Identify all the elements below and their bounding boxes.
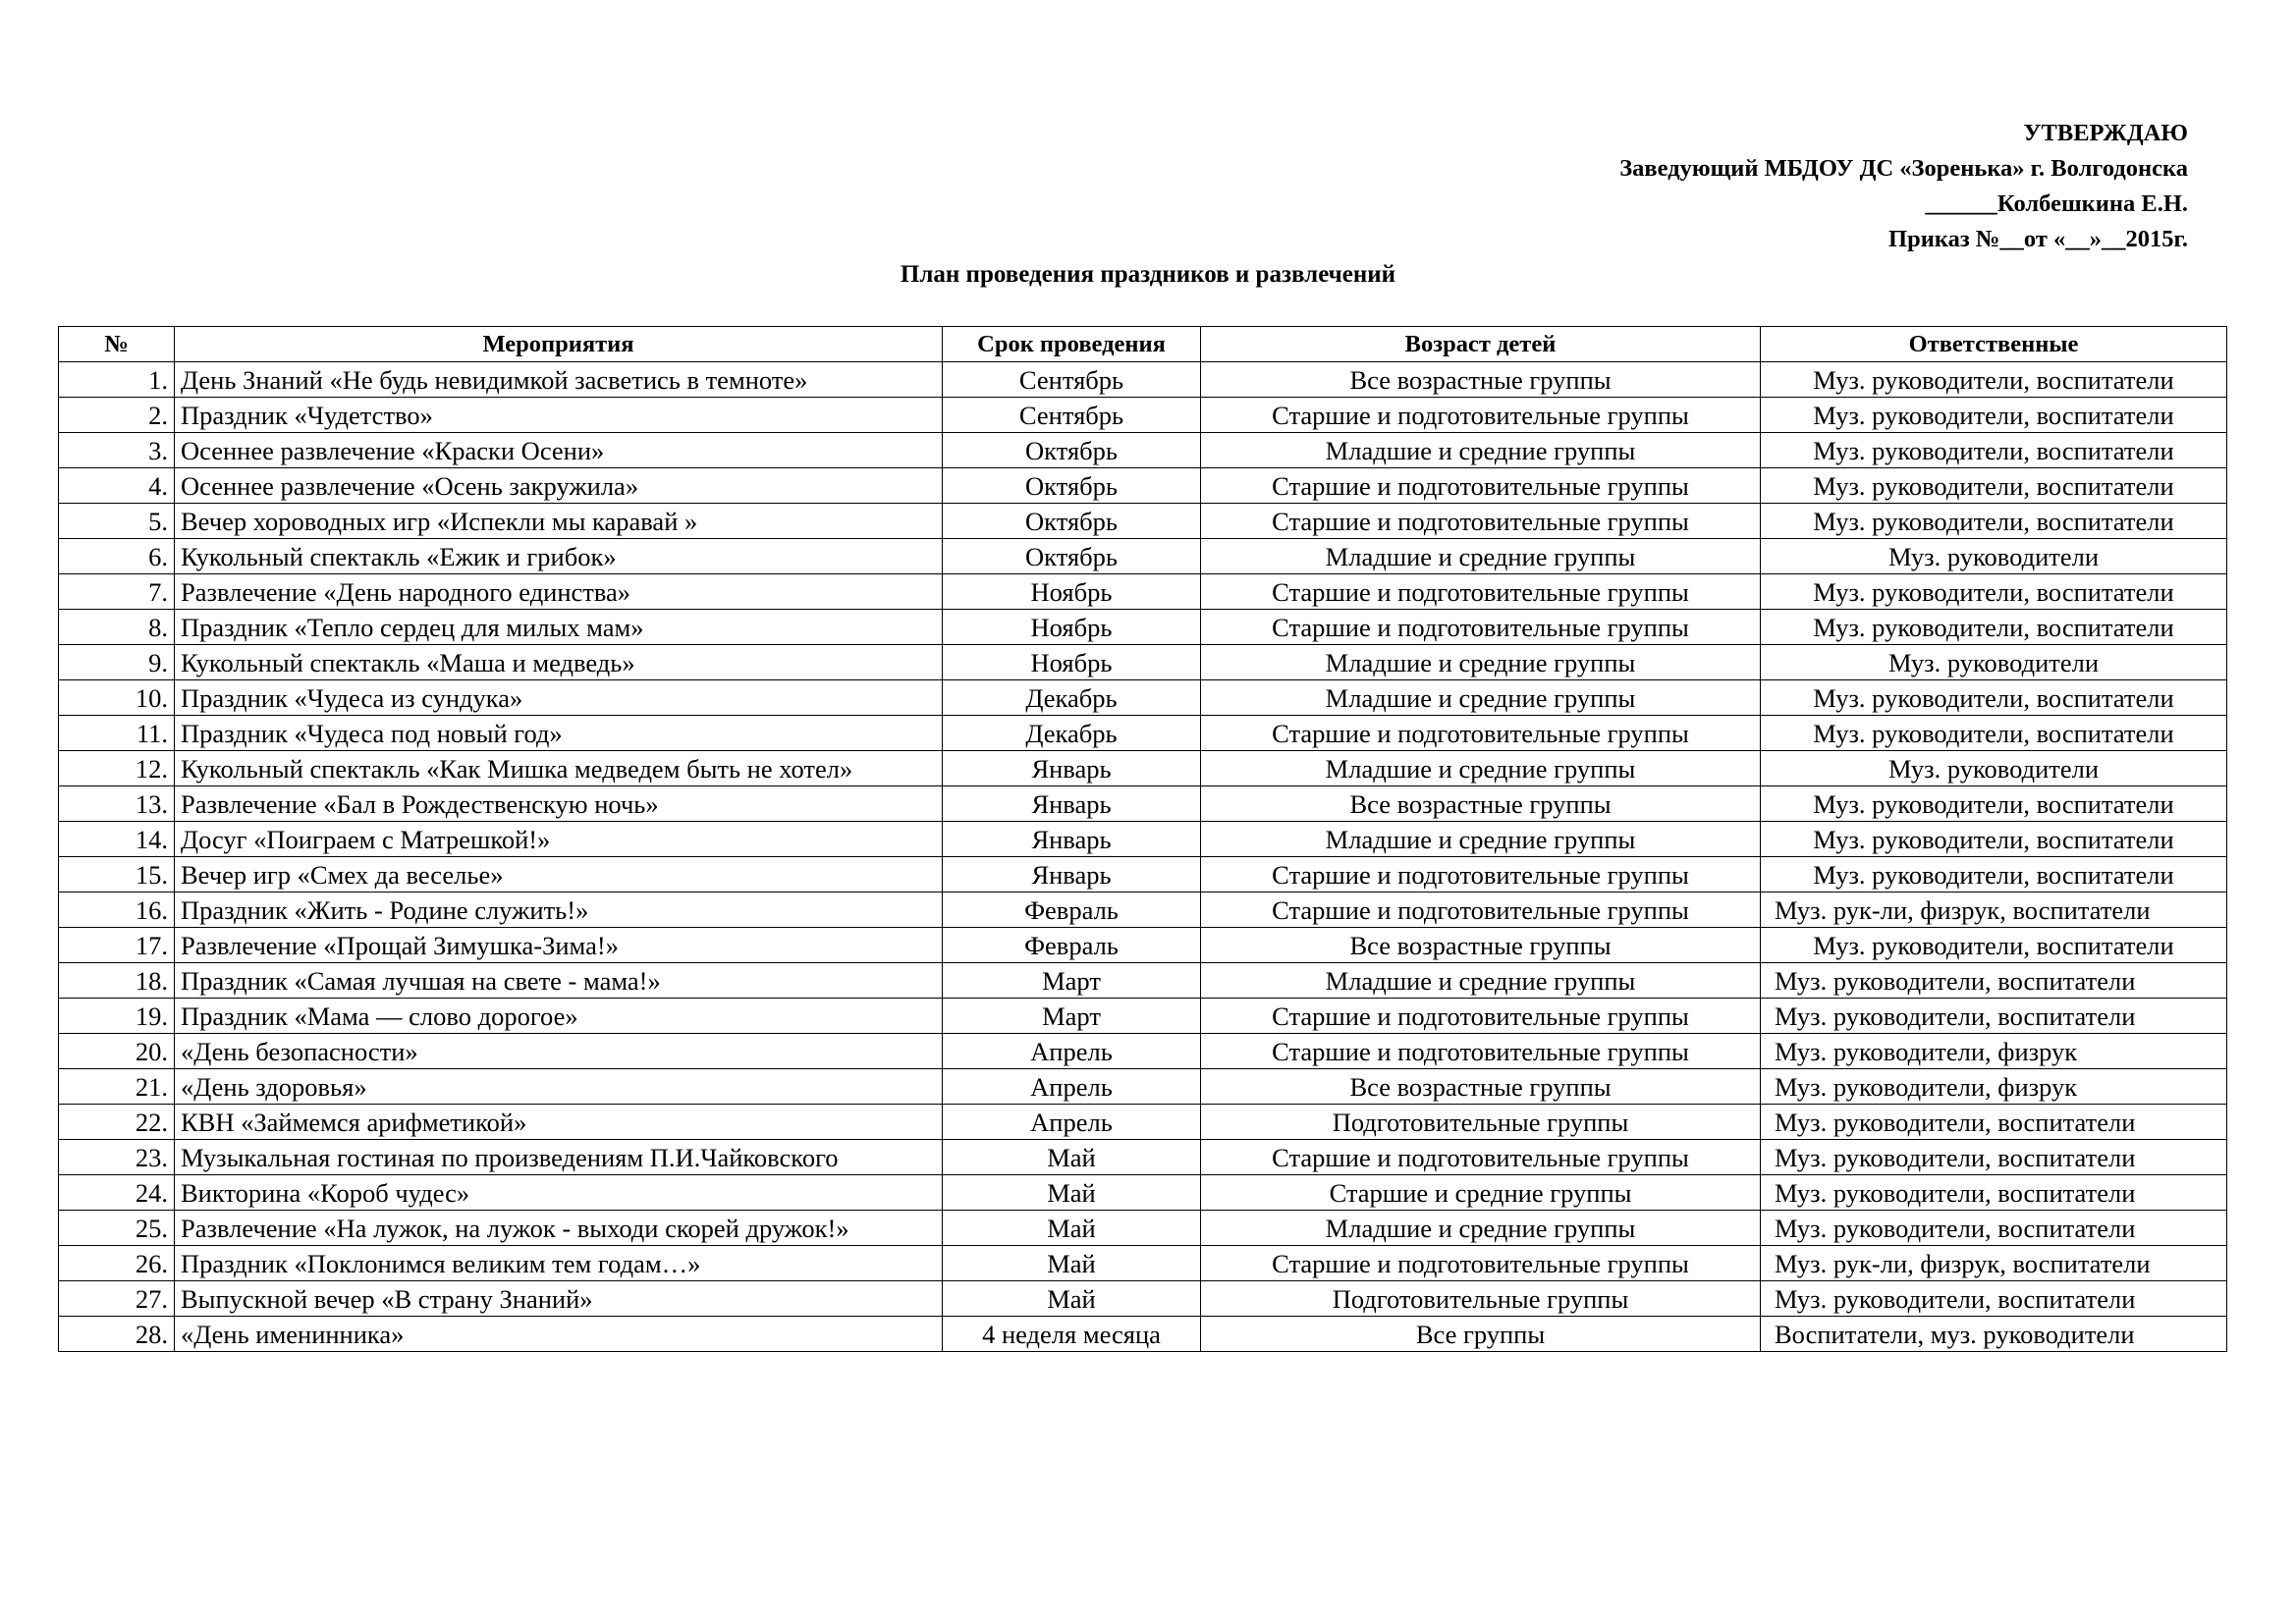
row-number: 27. [59,1281,175,1317]
row-age: Старшие и средние группы [1201,1175,1761,1211]
row-event: Осеннее развлечение «Краски Осени» [175,433,943,468]
row-age: Все возрастные группы [1201,1069,1761,1105]
row-age: Подготовительные группы [1201,1281,1761,1317]
row-number: 12. [59,751,175,786]
row-age: Старшие и подготовительные группы [1201,893,1761,928]
row-term: Декабрь [943,680,1201,716]
row-event: «День именинника» [175,1317,943,1352]
header-age: Возраст детей [1201,327,1761,362]
table-row [59,963,2227,999]
row-term: Февраль [943,928,1201,963]
table-row [59,680,2227,716]
row-responsible: Муз. руководители, воспитатели [1761,362,2227,398]
row-number: 26. [59,1246,175,1281]
row-number: 23. [59,1140,175,1175]
row-event: Кукольный спектакль «Ежик и грибок» [175,539,943,574]
row-number: 4. [59,468,175,504]
row-event: Вечер хороводных игр «Испекли мы каравай » [175,504,943,539]
row-number: 18. [59,963,175,999]
row-responsible: Муз. руководители, воспитатели [1761,398,2227,433]
row-term: Сентябрь [943,398,1201,433]
row-responsible: Муз. руководители, воспитатели [1761,857,2227,893]
row-term: Октябрь [943,539,1201,574]
row-term: Апрель [943,1069,1201,1105]
approval-block [1619,116,2188,257]
row-responsible: Муз. руководители, физрук [1761,1034,2227,1069]
row-responsible: Муз. руководители, воспитатели [1761,574,2227,610]
row-age: Старшие и подготовительные группы [1201,1034,1761,1069]
row-term: Декабрь [943,716,1201,751]
row-event: Кукольный спектакль «Как Мишка медведем быть не хотел» [175,751,943,786]
row-term: Май [943,1175,1201,1211]
row-age: Старшие и подготовительные группы [1201,468,1761,504]
row-responsible: Муз. руководители, воспитатели [1761,433,2227,468]
row-event: Развлечение «На лужок, на лужок - выходи скорей дружок!» [175,1211,943,1246]
row-responsible: Муз. руководители, воспитатели [1761,716,2227,751]
approval-heading: УТВЕРЖДАЮ [2023,120,2188,146]
table-row [59,822,2227,857]
table-row [59,398,2227,433]
header-number: № [59,327,175,362]
row-age: Старшие и подготовительные группы [1201,999,1761,1034]
row-event: Кукольный спектакль «Маша и медведь» [175,645,943,680]
row-event: Праздник «Чудетство» [175,398,943,433]
table-row [59,1211,2227,1246]
row-term: Ноябрь [943,574,1201,610]
row-term: Ноябрь [943,645,1201,680]
row-responsible: Муз. рук-ли, физрук, воспитатели [1761,1246,2227,1281]
row-number: 13. [59,786,175,822]
row-term: Январь [943,822,1201,857]
approval-order: Приказ №__от «__»__2015г. [1888,226,2188,252]
row-age: Старшие и подготовительные группы [1201,857,1761,893]
row-event: День Знаний «Не будь невидимкой засветись в темноте» [175,362,943,398]
table-row [59,574,2227,610]
row-responsible: Муз. руководители, воспитатели [1761,504,2227,539]
row-age: Старшие и подготовительные группы [1201,1140,1761,1175]
table-row [59,1175,2227,1211]
row-age: Все возрастные группы [1201,928,1761,963]
row-number: 24. [59,1175,175,1211]
table-row [59,1105,2227,1140]
header-responsible: Ответственные [1761,327,2227,362]
row-term: Январь [943,786,1201,822]
events-table [58,326,2227,1352]
row-term: Май [943,1140,1201,1175]
table-row [59,1140,2227,1175]
row-event: Досуг «Поиграем с Матрешкой!» [175,822,943,857]
row-event: Викторина «Короб чудес» [175,1175,943,1211]
row-age: Все группы [1201,1317,1761,1352]
row-number: 14. [59,822,175,857]
table-row [59,893,2227,928]
row-age: Младшие и средние группы [1201,680,1761,716]
row-number: 22. [59,1105,175,1140]
row-responsible: Муз. руководители, воспитатели [1761,999,2227,1034]
row-event: Музыкальная гостиная по произведениям П.И.Чайковского [175,1140,943,1175]
row-event: Развлечение «Бал в Рождественскую ночь» [175,786,943,822]
row-number: 17. [59,928,175,963]
row-event: Праздник «Чудеса под новый год» [175,716,943,751]
row-term: 4 неделя месяца [943,1317,1201,1352]
row-age: Старшие и подготовительные группы [1201,574,1761,610]
row-event: Праздник «Мама — слово дорогое» [175,999,943,1034]
table-row [59,1317,2227,1352]
row-event: Праздник «Тепло сердец для милых мам» [175,610,943,645]
row-number: 10. [59,680,175,716]
row-responsible: Муз. рук-ли, физрук, воспитатели [1761,893,2227,928]
row-age: Все возрастные группы [1201,786,1761,822]
row-age: Подготовительные группы [1201,1105,1761,1140]
row-event: Развлечение «День народного единства» [175,574,943,610]
row-age: Младшие и средние группы [1201,822,1761,857]
approval-position: Заведующий МБДОУ ДС «Зоренька» г. Волгодонска [1619,155,2188,182]
row-number: 21. [59,1069,175,1105]
table-row [59,1246,2227,1281]
table-body [59,362,2227,1352]
row-responsible: Муз. руководители [1761,645,2227,680]
row-age: Старшие и подготовительные группы [1201,1246,1761,1281]
row-event: Праздник «Чудеса из сундука» [175,680,943,716]
row-age: Младшие и средние группы [1201,539,1761,574]
document-title: План проведения праздников и развлечений [900,261,1396,288]
row-event: Выпускной вечер «В страну Знаний» [175,1281,943,1317]
row-number: 3. [59,433,175,468]
row-event: «День здоровья» [175,1069,943,1105]
row-event: КВН «Займемся арифметикой» [175,1105,943,1140]
table-row [59,857,2227,893]
row-number: 7. [59,574,175,610]
row-responsible: Муз. руководители, воспитатели [1761,1211,2227,1246]
table-row [59,539,2227,574]
row-number: 9. [59,645,175,680]
table-row [59,1069,2227,1105]
row-responsible: Муз. руководители, воспитатели [1761,1105,2227,1140]
table-row [59,610,2227,645]
table-row [59,716,2227,751]
table-row [59,433,2227,468]
row-number: 20. [59,1034,175,1069]
row-event: «День безопасности» [175,1034,943,1069]
row-age: Старшие и подготовительные группы [1201,398,1761,433]
row-number: 2. [59,398,175,433]
row-age: Младшие и средние группы [1201,1211,1761,1246]
row-event: Развлечение «Прощай Зимушка-Зима!» [175,928,943,963]
row-term: Январь [943,751,1201,786]
row-age: Младшие и средние группы [1201,963,1761,999]
row-number: 11. [59,716,175,751]
row-age: Младшие и средние группы [1201,433,1761,468]
row-age: Все возрастные группы [1201,362,1761,398]
row-number: 25. [59,1211,175,1246]
row-responsible: Муз. руководители, воспитатели [1761,610,2227,645]
row-term: Апрель [943,1034,1201,1069]
row-term: Сентябрь [943,362,1201,398]
row-responsible: Муз. руководители, воспитатели [1761,786,2227,822]
row-term: Март [943,963,1201,999]
row-responsible: Муз. руководители, воспитатели [1761,1281,2227,1317]
table-row [59,362,2227,398]
row-responsible: Муз. руководители, воспитатели [1761,1175,2227,1211]
table-row [59,1034,2227,1069]
row-term: Октябрь [943,433,1201,468]
table-row [59,645,2227,680]
table-row [59,928,2227,963]
table-row [59,751,2227,786]
row-term: Март [943,999,1201,1034]
row-responsible: Муз. руководители, воспитатели [1761,468,2227,504]
row-number: 6. [59,539,175,574]
table-header-row [59,327,2227,362]
table-row [59,999,2227,1034]
row-number: 15. [59,857,175,893]
row-responsible: Муз. руководители, воспитатели [1761,822,2227,857]
row-event: Осеннее развлечение «Осень закружила» [175,468,943,504]
header-term: Срок проведения [943,327,1201,362]
row-age: Старшие и подготовительные группы [1201,716,1761,751]
row-term: Октябрь [943,504,1201,539]
row-age: Старшие и подготовительные группы [1201,504,1761,539]
table-row [59,504,2227,539]
row-number: 19. [59,999,175,1034]
row-responsible: Муз. руководители, воспитатели [1761,680,2227,716]
row-age: Младшие и средние группы [1201,645,1761,680]
row-number: 5. [59,504,175,539]
row-number: 1. [59,362,175,398]
row-term: Октябрь [943,468,1201,504]
row-term: Май [943,1281,1201,1317]
row-responsible: Муз. руководители [1761,751,2227,786]
approval-signature: ______Колбешкина Е.Н. [1925,190,2188,217]
row-term: Апрель [943,1105,1201,1140]
row-responsible: Муз. руководители, физрук [1761,1069,2227,1105]
row-term: Февраль [943,893,1201,928]
row-term: Май [943,1246,1201,1281]
header-event: Мероприятия [175,327,943,362]
row-responsible: Муз. руководители, воспитатели [1761,1140,2227,1175]
table-row [59,468,2227,504]
table-row [59,1281,2227,1317]
table-row [59,786,2227,822]
row-term: Май [943,1211,1201,1246]
row-event: Праздник «Поклонимся великим тем годам…» [175,1246,943,1281]
row-responsible: Муз. руководители, воспитатели [1761,963,2227,999]
row-responsible: Муз. руководители [1761,539,2227,574]
row-term: Ноябрь [943,610,1201,645]
row-age: Старшие и подготовительные группы [1201,610,1761,645]
row-event: Праздник «Жить - Родине служить!» [175,893,943,928]
row-number: 8. [59,610,175,645]
row-event: Праздник «Самая лучшая на свете - мама!» [175,963,943,999]
row-term: Январь [943,857,1201,893]
row-number: 28. [59,1317,175,1352]
row-age: Младшие и средние группы [1201,751,1761,786]
row-responsible: Муз. руководители, воспитатели [1761,928,2227,963]
row-event: Вечер игр «Смех да веселье» [175,857,943,893]
row-responsible: Воспитатели, муз. руководители [1761,1317,2227,1352]
row-number: 16. [59,893,175,928]
